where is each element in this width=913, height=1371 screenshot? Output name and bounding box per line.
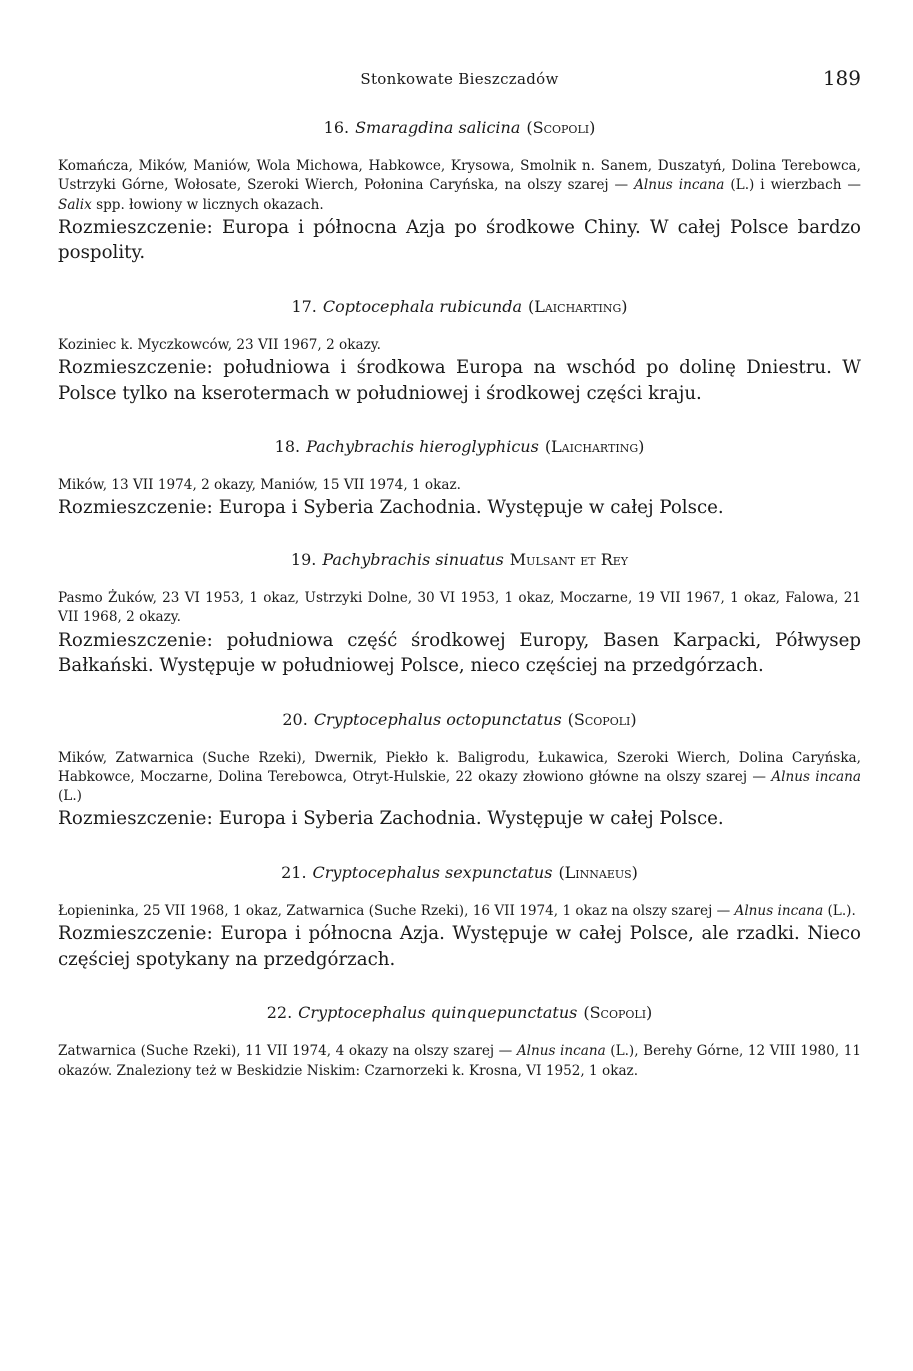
localities-text: Mików, 13 VII 1974, 2 okazy, Maniów, 15 VII 1974, 1 okaz. <box>58 477 461 494</box>
running-title: Stonkowate Bieszczadów <box>360 70 559 88</box>
spacer <box>58 521 861 550</box>
localities-text: Zatwarnica (Suche Rzeki), 11 VII 1974, 4 okazy na olszy szarej — <box>58 1043 517 1060</box>
distribution-text: południowa i środkowa Europa na wschód po dolinę Dniestru. W Polsce tylko na kserotermach w południowej i środkowej części kraju. <box>58 357 861 404</box>
species-name: Pachybrachis sinuatus <box>322 549 504 569</box>
distribution-label: Rozmieszczenie: <box>58 629 213 651</box>
species-author: (Scopoli) <box>567 709 637 729</box>
localities <box>58 476 861 495</box>
localities-text: (L.) <box>58 788 82 805</box>
species-name: Cryptocephalus sexpunctatus <box>312 862 553 882</box>
host-plant-name: Alnus incana <box>634 177 725 194</box>
species-number: 18. <box>274 437 301 457</box>
localities <box>58 1042 861 1081</box>
species-heading <box>58 118 861 137</box>
species-name: Pachybrachis hieroglyphicus <box>306 437 539 457</box>
species-heading <box>58 863 861 882</box>
distribution <box>58 355 861 406</box>
species-number: 16. <box>323 118 350 137</box>
species-heading <box>58 1003 861 1022</box>
species-entry-17 <box>58 297 861 406</box>
species-author: (Laicharting) <box>528 296 628 316</box>
species-author: (Scopoli) <box>526 118 596 137</box>
species-author: (Laicharting) <box>544 437 645 457</box>
host-plant-name: Alnus incana <box>771 768 861 785</box>
species-entry-18 <box>58 437 861 521</box>
spacer <box>58 679 861 710</box>
host-plant-name: Alnus incana <box>516 1043 606 1060</box>
page-number: 189 <box>822 66 861 90</box>
host-plant-name: Alnus incana <box>734 902 824 919</box>
species-heading <box>58 550 861 569</box>
distribution-text: południowa część środkowej Europy, Basen Karpacki, Półwysep Bałkański. Występuje w południowej Polsce, nieco częściej na przedgórzach. <box>58 629 861 677</box>
distribution-label: Rozmieszczenie: <box>58 216 213 238</box>
localities <box>58 749 861 807</box>
distribution-text: Europa i północna Azja. Występuje w całej Polsce, ale rzadki. Nieco częściej spotykany na przedgórzach. <box>58 923 861 970</box>
spacer <box>58 832 861 863</box>
distribution-label: Rozmieszczenie: <box>58 357 213 379</box>
localities-text: (L.) i wierzbach — <box>724 177 862 194</box>
distribution-text: Europa i Syberia Zachodnia. Występuje w całej Polsce. <box>212 808 724 830</box>
localities <box>58 902 861 921</box>
species-author: (Scopoli) <box>583 1003 653 1023</box>
species-name: Cryptocephalus octopunctatus <box>313 709 562 729</box>
species-number: 21. <box>281 862 307 882</box>
species-number: 20. <box>282 709 308 729</box>
localities-text: (L.), Berehy Górne, 12 VIII 1980, 11 okazów. Znaleziony też w Beskidzie Niskim: Czarnorzeki k. Krosna, VI 1952, 1 okaz. <box>58 1043 862 1079</box>
species-entry-19 <box>58 550 861 679</box>
species-number: 19. <box>290 549 317 569</box>
distribution-label: Rozmieszczenie: <box>58 497 213 519</box>
species-name: Coptocephala rubicunda <box>322 296 522 316</box>
species-entry-22 <box>58 1003 861 1081</box>
localities-text: (L.). <box>823 902 856 919</box>
species-author: Mulsant et Rey <box>509 549 629 569</box>
spacer <box>58 972 861 1003</box>
species-number: 22. <box>266 1003 293 1023</box>
species-entry-21 <box>58 863 861 972</box>
localities-text: Komańcza, Mików, Maniów, Wola Michowa, Habkowce, Krysowa, Smolnik n. Sanem, Duszatyń, Dolina Terebowca, Ustrzyki Górne, Wołosate, Szeroki Wierch, Połonina Caryńska, na olszy szarej — <box>58 158 861 194</box>
species-heading <box>58 437 861 456</box>
distribution <box>58 806 861 832</box>
distribution <box>58 628 861 679</box>
host-plant-name: Salix <box>58 196 92 213</box>
spacer <box>58 406 861 437</box>
localities <box>58 157 861 215</box>
page-body <box>58 118 861 1081</box>
species-entry-16 <box>58 118 861 266</box>
localities-text: spp. łowiony w licznych okazach. <box>91 196 324 213</box>
running-head <box>58 66 861 94</box>
distribution-label: Rozmieszczenie: <box>58 808 213 830</box>
distribution <box>58 921 861 972</box>
distribution-label: Rozmieszczenie: <box>58 923 213 945</box>
species-author: (Linnaeus) <box>558 862 638 882</box>
species-entry-20 <box>58 710 861 832</box>
species-heading <box>58 710 861 729</box>
distribution <box>58 495 861 521</box>
localities-text: Mików, Zatwarnica (Suche Rzeki), Dwernik, Piekło k. Baligrodu, Łukawica, Szeroki Wierch, Dolina Caryńska, Habkowce, Moczarne, Dolina Terebowca, Otryt-Hulskie, 22 okazy złowiono główne na olszy szarej — <box>58 749 861 785</box>
distribution <box>58 215 861 266</box>
species-name: Smaragdina salicina <box>355 118 521 137</box>
localities <box>58 336 861 355</box>
localities-text: Pasmo Żuków, 23 VI 1953, 1 okaz, Ustrzyki Dolne, 30 VI 1953, 1 okaz, Moczarne, 19 VII 1967, 1 okaz, Falowa, 21 VII 1968, 2 okazy. <box>58 589 861 626</box>
species-heading <box>58 297 861 316</box>
localities-text: Koziniec k. Myczkowców, 23 VII 1967, 2 okazy. <box>58 336 381 353</box>
species-name: Cryptocephalus quinquepunctatus <box>298 1003 578 1023</box>
distribution-text: Europa i Syberia Zachodnia. Występuje w całej Polsce. <box>212 497 724 519</box>
localities-text: Łopieninka, 25 VII 1968, 1 okaz, Zatwarnica (Suche Rzeki), 16 VII 1974, 1 okaz na olszy szarej — <box>58 902 735 919</box>
localities <box>58 589 861 628</box>
spacer <box>58 266 861 297</box>
distribution-text: Europa i północna Azja po środkowe Chiny. W całej Polsce bardzo pospolity. <box>58 216 861 264</box>
species-number: 17. <box>291 296 317 316</box>
